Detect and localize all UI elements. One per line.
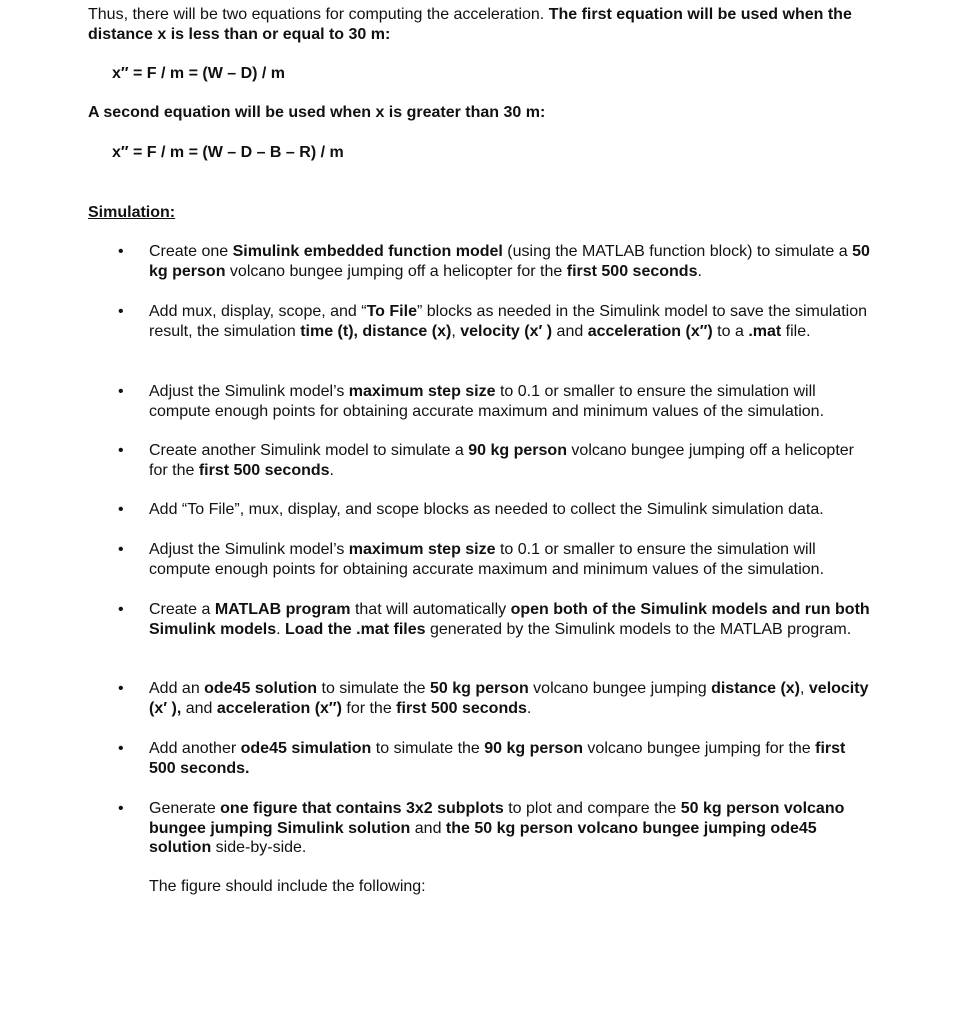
text-segment: to a — [712, 322, 749, 340]
text-segment: Add mux, display, scope, and “ — [149, 303, 367, 320]
text-segment: to simulate the — [317, 680, 431, 697]
text-segment: volcano bungee jumping off a helicopter for the — [149, 442, 854, 479]
bold-text-segment: 90 kg person — [484, 740, 583, 757]
bullet-text — [149, 382, 871, 421]
text-segment: side-by-side. — [211, 839, 307, 857]
bullet-dot-icon: • — [118, 303, 124, 320]
text-segment: . — [697, 262, 702, 280]
text-segment: volcano bungee jumping for the — [582, 740, 816, 757]
bold-text-segment: velocity (x′ ), — [149, 680, 869, 717]
text-segment: to 0.1 or smaller to ensure the simulation will compute enough points for obtaining accurate maximum and minimum values of the simulation. — [149, 541, 825, 578]
text-segment: file. — [781, 322, 811, 340]
bold-text-segment: open both of the Simulink models and run both Simulink models — [149, 601, 870, 638]
text-segment: Adjust the Simulink model’s — [149, 383, 349, 400]
bold-text-segment: Simulink embedded function model — [232, 243, 503, 260]
bold-text-segment: first 500 seconds — [566, 262, 698, 280]
bullet-text — [149, 679, 871, 718]
text-segment: Adjust the Simulink model’s — [149, 541, 349, 558]
bold-text-segment: first 500 seconds. — [149, 740, 846, 777]
bold-text-segment: one figure that contains 3x2 subplots — [220, 800, 504, 817]
bullet-text — [149, 540, 871, 579]
text-segment: , — [800, 680, 809, 697]
text-segment: . — [276, 620, 286, 638]
bold-text-segment: 90 kg person — [468, 442, 567, 459]
text-segment: . — [329, 461, 334, 479]
bullet-text — [149, 799, 871, 858]
text-segment: to simulate the — [371, 740, 485, 757]
second-equation-intro: A second equation will be used when x is greater than 30 m: — [88, 104, 546, 121]
text-segment: for the — [341, 699, 397, 717]
text-segment: Create one — [149, 243, 233, 260]
bold-text-segment: 50 kg person — [430, 680, 529, 697]
intro-paragraph — [88, 5, 872, 45]
bold-text-segment: distance (x) — [711, 680, 800, 697]
text-segment: (using the MATLAB function block) to simulate a — [502, 243, 853, 260]
bullet-dot-icon: • — [118, 680, 124, 697]
bold-text-segment: 50 kg person — [149, 243, 870, 280]
bold-text-segment: velocity (x′ ) — [460, 322, 553, 340]
bold-text-segment: maximum step size — [348, 541, 496, 558]
bullet-text — [149, 600, 871, 639]
bold-text-segment: Load the .mat files — [285, 620, 426, 638]
bullet-dot-icon: • — [118, 383, 124, 400]
bold-text-segment: .mat — [748, 322, 782, 340]
bullet-dot-icon: • — [118, 243, 124, 260]
text-segment: Create another Simulink model to simulate a — [149, 442, 469, 459]
bullet-dot-icon: • — [118, 501, 124, 518]
text-segment: to 0.1 or smaller to ensure the simulation will compute enough points for obtaining accurate maximum and minimum values of the simulation. — [149, 383, 825, 420]
bullet-dot-icon: • — [118, 541, 124, 558]
bullet-dot-icon: • — [118, 442, 124, 459]
bold-text-segment: first 500 seconds — [396, 699, 527, 717]
text-segment: generated by the Simulink models to the MATLAB program. — [425, 620, 852, 638]
bold-text-segment: acceleration (x″) — [587, 322, 713, 340]
bullet-dot-icon: • — [118, 740, 124, 757]
bold-text-segment: the 50 kg person volcano bungee jumping ode45 solution — [149, 819, 817, 857]
text-segment: that will automatically — [350, 601, 511, 618]
bold-text-segment: To File — [366, 303, 417, 320]
section-heading-simulation: Simulation: — [88, 204, 176, 221]
text-segment: and — [410, 819, 446, 837]
text-segment: Add an — [149, 680, 205, 697]
text-segment: ” blocks as needed in the Simulink model to save the simulation result, the simulation — [149, 303, 867, 340]
bold-text-segment: ode45 solution — [204, 680, 318, 697]
bullet-text — [149, 739, 871, 778]
text-segment: Generate — [149, 800, 221, 817]
equation-2: x″ = F / m = (W – D – B – R) / m — [112, 144, 344, 161]
bullet-text — [149, 500, 871, 520]
bold-text-segment: acceleration (x″) — [216, 699, 342, 717]
text-segment: Thus, there will be two equations for computing the acceleration. — [88, 6, 549, 23]
bold-text-segment: ode45 simulation — [240, 740, 372, 757]
bullet-text — [149, 242, 871, 281]
text-segment: volcano bungee jumping off a helicopter for the — [225, 262, 567, 280]
text-segment: , — [451, 322, 461, 340]
text-segment: Create a — [149, 601, 215, 618]
equation-1: x″ = F / m = (W – D) / m — [112, 65, 286, 82]
closing-text: The figure should include the following: — [149, 878, 426, 895]
bold-text-segment: maximum step size — [348, 383, 496, 400]
bullet-text — [149, 441, 871, 480]
bold-text-segment: MATLAB program — [214, 601, 351, 618]
text-segment: . — [526, 699, 532, 717]
bold-text-segment: 50 kg person volcano bungee jumping Simulink solution — [149, 800, 845, 837]
bold-text-segment: time (t), distance (x) — [300, 322, 452, 340]
text-segment: and — [552, 322, 588, 340]
text-segment: volcano bungee jumping — [528, 680, 712, 697]
text-segment: Add “To File”, mux, display, and scope blocks as needed to collect the Simulink simulation data. — [149, 501, 824, 518]
bold-text-segment: first 500 seconds — [198, 461, 330, 479]
text-segment: and — [181, 699, 217, 717]
bullet-text — [149, 302, 871, 341]
bullet-dot-icon: • — [118, 601, 124, 618]
bullet-dot-icon: • — [118, 800, 124, 817]
bold-text-segment: The first equation will be used when the distance x is less than or equal to 30 m: — [88, 6, 852, 43]
text-segment: Add another — [149, 740, 241, 757]
text-segment: to plot and compare the — [503, 800, 681, 817]
